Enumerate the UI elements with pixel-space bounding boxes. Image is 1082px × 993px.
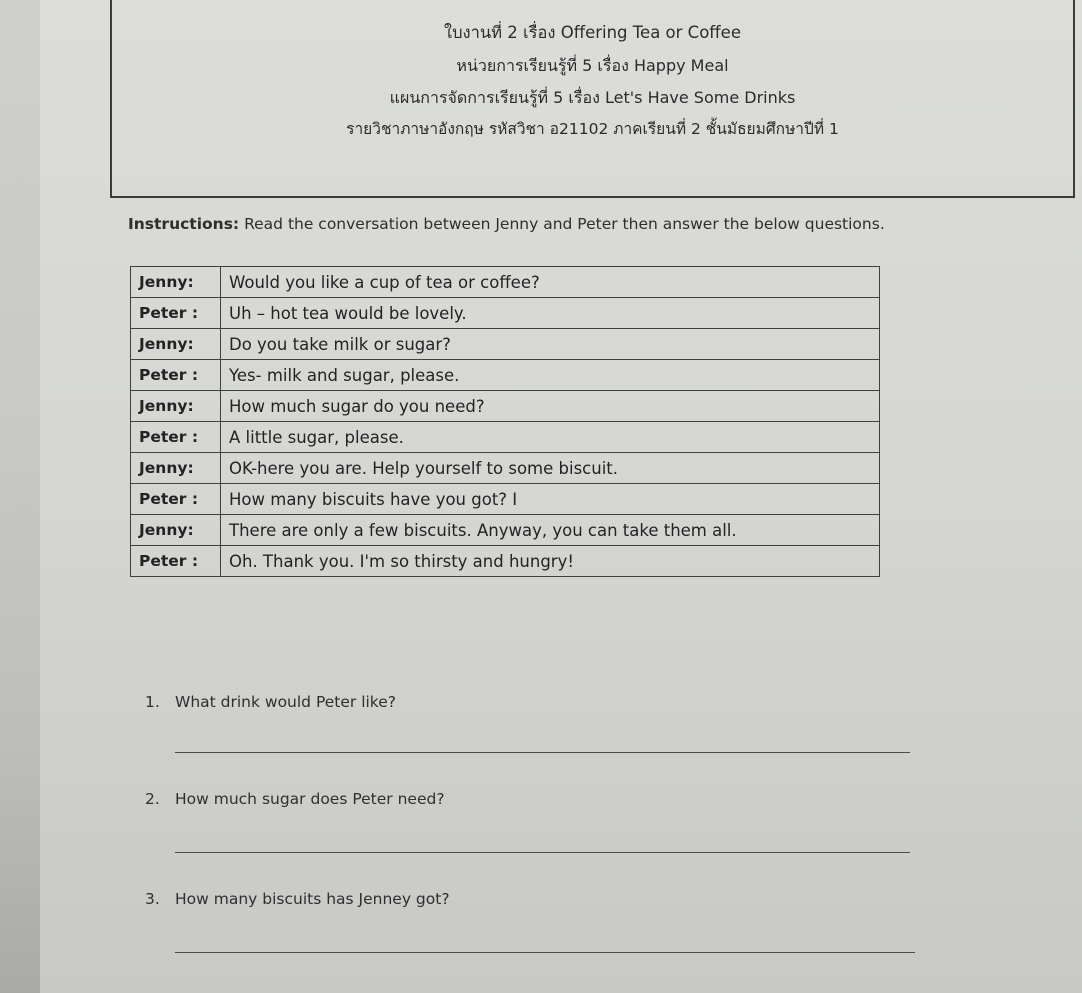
question-number: 1.	[145, 693, 160, 711]
instructions-text: Read the conversation between Jenny and Peter then answer the below questions.	[239, 215, 885, 233]
speaker-cell: Peter :	[131, 298, 221, 329]
question-number: 2.	[145, 790, 160, 808]
dialogue-cell: OK-here you are. Help yourself to some biscuit.	[221, 453, 880, 484]
speaker-cell: Peter :	[131, 546, 221, 577]
speaker-cell: Peter :	[131, 484, 221, 515]
question-2	[145, 790, 445, 808]
table-row	[131, 484, 880, 515]
dialogue-cell: How much sugar do you need?	[221, 391, 880, 422]
speaker-cell: Jenny:	[131, 453, 221, 484]
answer-line-3[interactable]	[175, 952, 915, 953]
answer-line-2[interactable]	[175, 852, 910, 853]
instructions-label: Instructions:	[128, 215, 240, 233]
answer-line-1[interactable]	[175, 752, 910, 753]
table-row	[131, 453, 880, 484]
table-row	[131, 329, 880, 360]
conversation-table	[130, 266, 880, 577]
dialogue-cell: Do you take milk or sugar?	[221, 329, 880, 360]
speaker-cell: Jenny:	[131, 515, 221, 546]
table-row	[131, 298, 880, 329]
question-3	[145, 890, 450, 908]
unit-title: หน่วยการเรียนรู้ที่ 5 เรื่อง Happy Meal	[456, 56, 729, 75]
question-text: What drink would Peter like?	[175, 693, 396, 711]
worksheet-header	[110, 0, 1075, 198]
speaker-cell: Peter :	[131, 422, 221, 453]
dialogue-cell: There are only a few biscuits. Anyway, you can take them all.	[221, 515, 880, 546]
dialogue-cell: Yes- milk and sugar, please.	[221, 360, 880, 391]
dialogue-cell: Uh – hot tea would be lovely.	[221, 298, 880, 329]
dialogue-cell: Would you like a cup of tea or coffee?	[221, 267, 880, 298]
speaker-cell: Jenny:	[131, 391, 221, 422]
table-row	[131, 360, 880, 391]
worksheet-title: ใบงานที่ 2 เรื่อง Offering Tea or Coffee	[444, 23, 741, 42]
speaker-cell: Jenny:	[131, 329, 221, 360]
table-row	[131, 546, 880, 577]
question-number: 3.	[145, 890, 160, 908]
dialogue-cell: Oh. Thank you. I'm so thirsty and hungry!	[221, 546, 880, 577]
instructions	[128, 215, 885, 233]
course-info: รายวิชาภาษาอังกฤษ รหัสวิชา อ21102 ภาคเรียนที่ 2 ชั้นมัธยมศึกษาปีที่ 1	[346, 120, 839, 138]
question-text: How much sugar does Peter need?	[175, 790, 445, 808]
dialogue-cell: A little sugar, please.	[221, 422, 880, 453]
table-row	[131, 515, 880, 546]
dialogue-cell: How many biscuits have you got? I	[221, 484, 880, 515]
lesson-plan-title: แผนการจัดการเรียนรู้ที่ 5 เรื่อง Let's Have Some Drinks	[389, 88, 796, 107]
question-text: How many biscuits has Jenney got?	[175, 890, 450, 908]
table-row	[131, 422, 880, 453]
table-row	[131, 267, 880, 298]
question-1	[145, 693, 396, 711]
table-row	[131, 391, 880, 422]
speaker-cell: Jenny:	[131, 267, 221, 298]
speaker-cell: Peter :	[131, 360, 221, 391]
